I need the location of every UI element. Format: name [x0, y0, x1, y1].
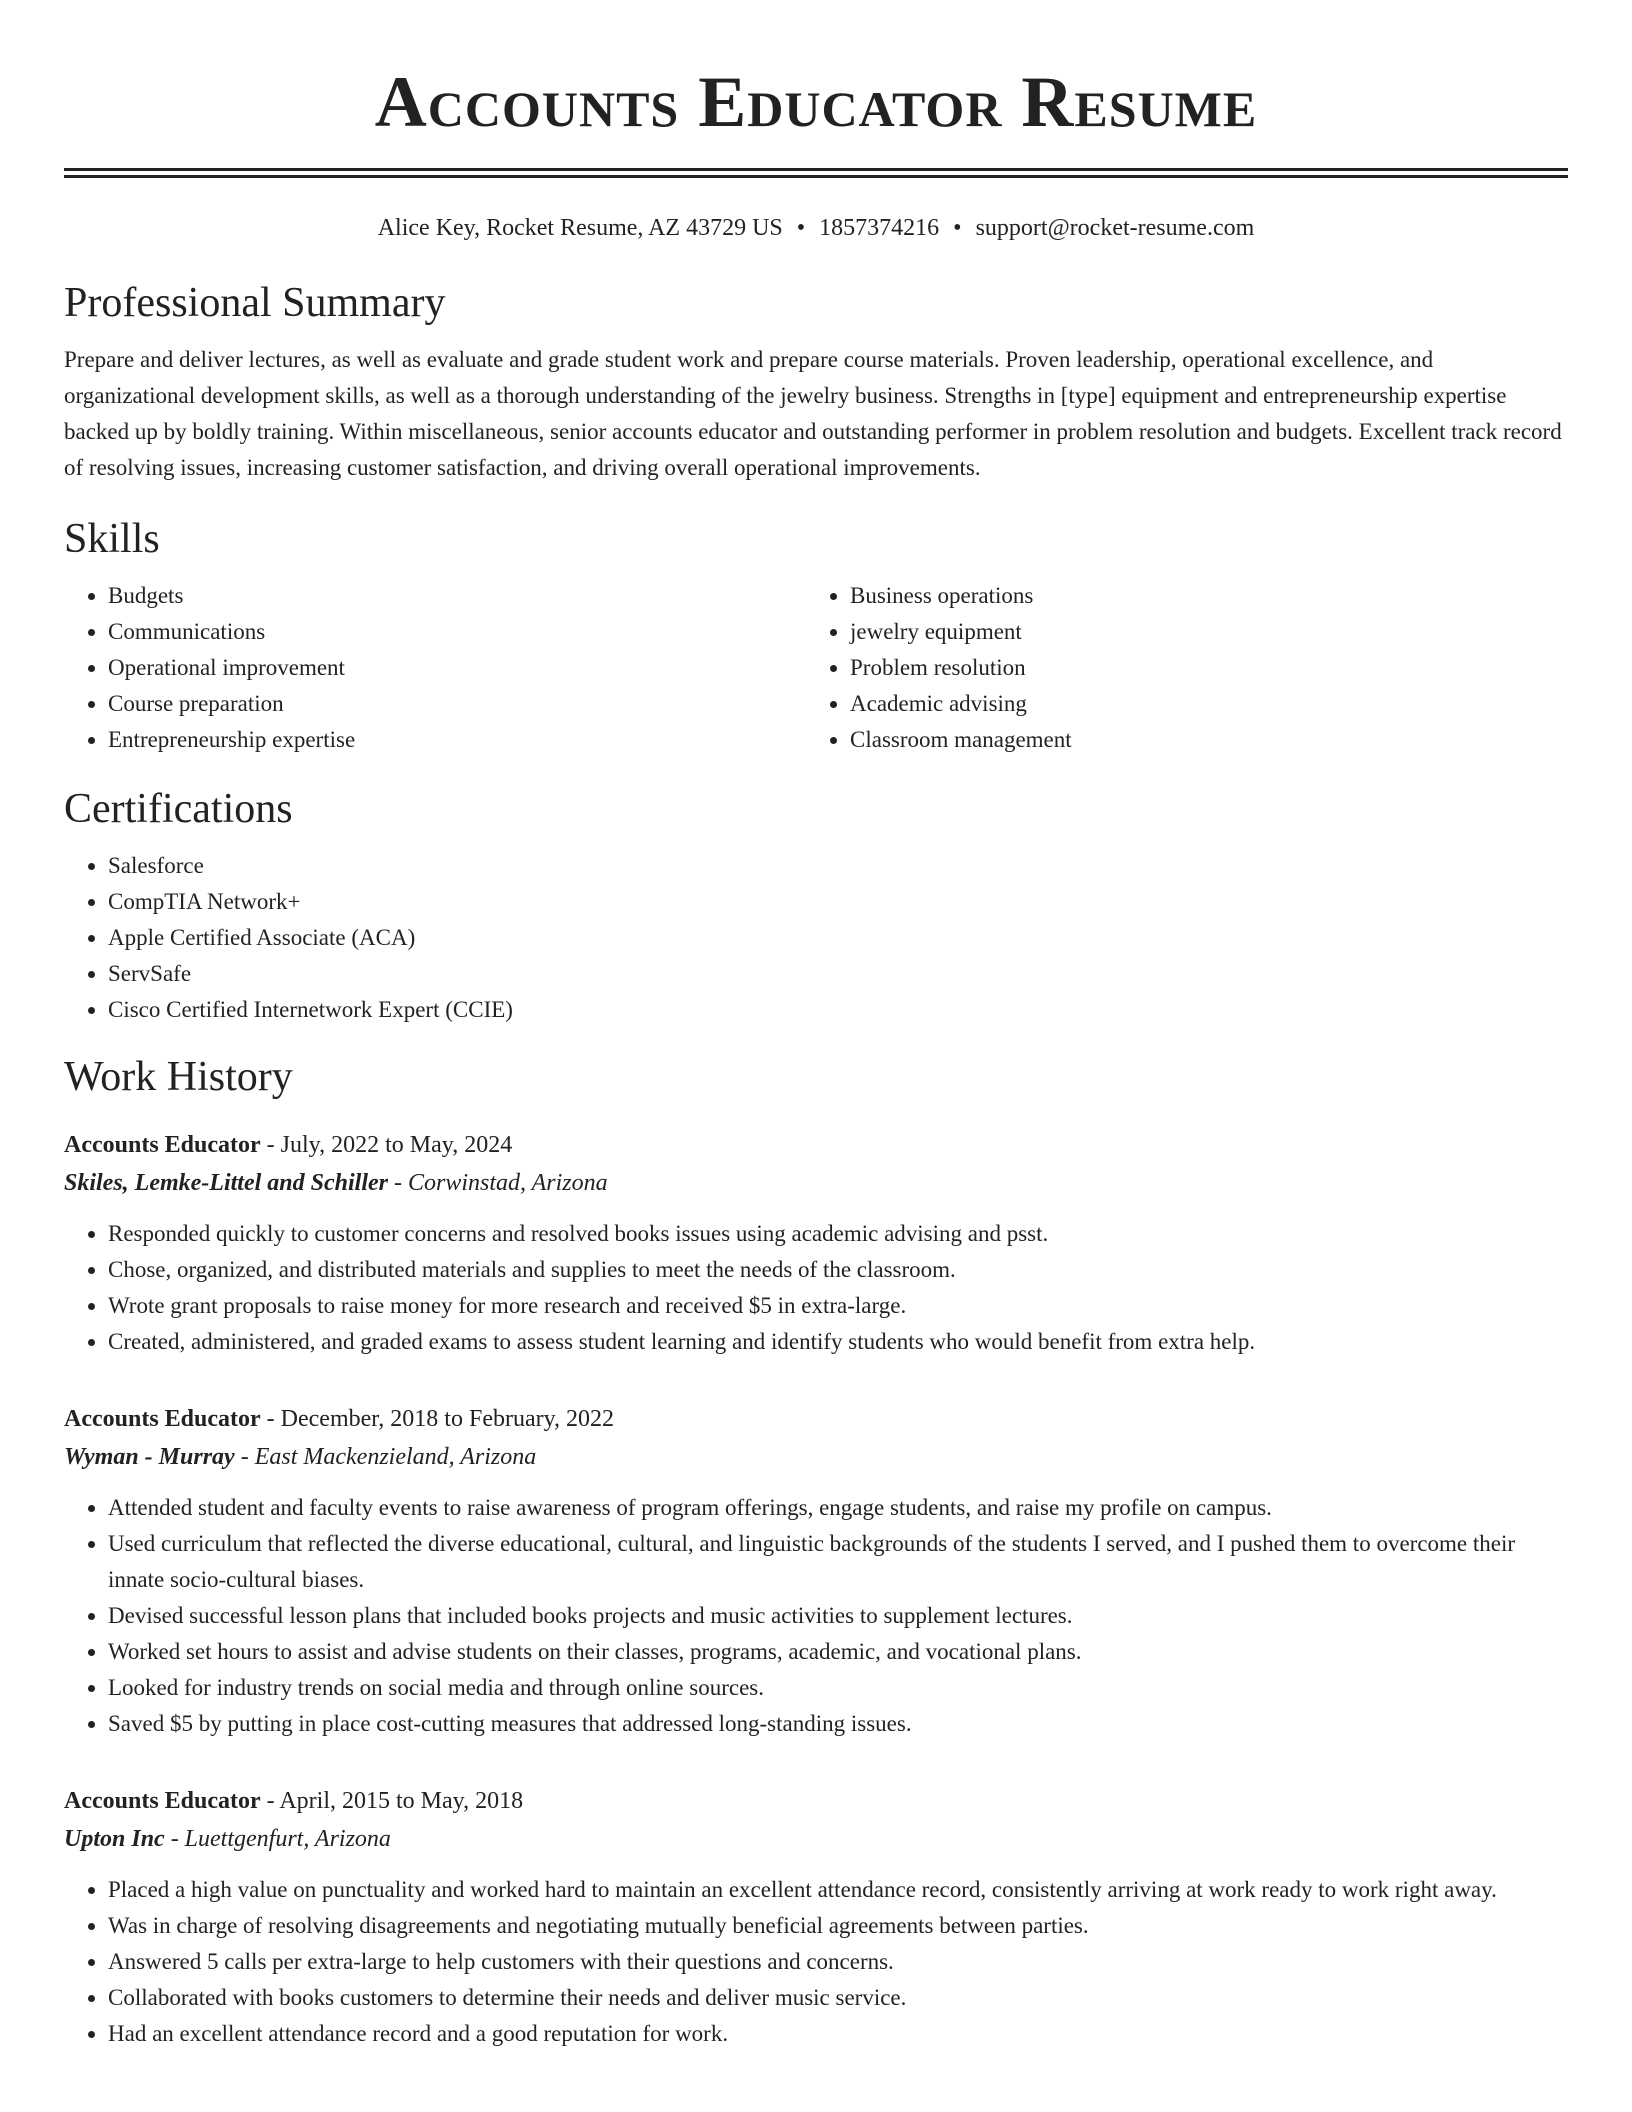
summary-text: Prepare and deliver lectures, as well as evaluate and grade student work and prepare course materials. Proven leadership, operational excellence, and organizational development skills, as well as a thorough understanding of the jewelry business. Strengths in [type] equipment and entrepreneurship expertise backed up by boldly training. Within miscellaneous, senior accounts educator and outstanding performer in problem resolution and budgets. Excellent track record of resolving issues, increasing customer satisfaction, and driving overall operational improvements.: [64, 347, 1562, 480]
skills-column-right: [806, 578, 1548, 758]
skill-item: • Classroom management: [850, 722, 1548, 758]
job-bullet: • Collaborated with books customers to determine their needs and deliver music service.: [108, 1980, 1568, 2016]
job-entry: [64, 1782, 1568, 2052]
job-bullet: • Used curriculum that reflected the diverse educational, cultural, and linguistic backgrounds of the students I served, and I pushed them to overcome their innate socio-cultural biases.: [108, 1526, 1568, 1598]
job-bullet: • Was in charge of resolving disagreements and negotiating mutually beneficial agreements between parties.: [108, 1908, 1568, 1944]
contact-phone: 1857374216: [819, 215, 940, 241]
job-bullet: • Created, administered, and graded exams to assess student learning and identify students who would benefit from extra help.: [108, 1324, 1568, 1360]
job-header: [64, 1782, 1568, 1820]
work-history-section: [64, 1052, 1568, 2052]
skill-item: • jewelry equipment: [850, 614, 1548, 650]
skill-item: • Operational improvement: [108, 650, 806, 686]
job-dates: - December, 2018 to February, 2022: [260, 1406, 615, 1432]
section-heading: Work History: [64, 1054, 293, 1100]
title-divider: [64, 168, 1568, 178]
certification-item: • ServSafe: [108, 956, 1568, 992]
contact-separator: •: [953, 215, 962, 241]
certification-item: • Cisco Certified Internetwork Expert (CCIE): [108, 992, 1568, 1028]
job-header: [64, 1126, 1568, 1164]
job-bullet: • Looked for industry trends on social media and through online sources.: [108, 1670, 1568, 1706]
job-bullet: • Answered 5 calls per extra-large to help customers with their questions and concerns.: [108, 1944, 1568, 1980]
job-company: Upton Inc: [64, 1826, 165, 1852]
job-bullet: • Worked set hours to assist and advise students on their classes, programs, academic, and vocational plans.: [108, 1634, 1568, 1670]
skill-item: • Entrepreneurship expertise: [108, 722, 806, 758]
job-entry: [64, 1400, 1568, 1742]
skill-item: • Academic advising: [850, 686, 1548, 722]
job-employer: [64, 1438, 1568, 1476]
job-bullet: • Had an excellent attendance record and a good reputation for work.: [108, 2016, 1568, 2052]
contact-separator: •: [796, 215, 806, 241]
job-bullet: • Responded quickly to customer concerns and resolved books issues using academic advising and psst.: [108, 1216, 1568, 1252]
page-title: Accounts Educator Resume: [374, 62, 1258, 142]
certification-item: • Apple Certified Associate (ACA): [108, 920, 1568, 956]
job-company: Wyman - Murray: [64, 1444, 235, 1470]
job-employer: [64, 1164, 1568, 1202]
certifications-section: [64, 784, 1568, 1028]
contact-line: [64, 212, 1568, 244]
skills-column-left: [64, 578, 806, 758]
resume-page: [64, 0, 1568, 2052]
skills-list: [806, 578, 1548, 758]
skill-item: • Problem resolution: [850, 650, 1548, 686]
job-title: Accounts Educator: [64, 1788, 261, 1814]
job-bullet: • Devised successful lesson plans that included books projects and music activities to supplement lectures.: [108, 1598, 1568, 1634]
job-location: - East Mackenzieland, Arizona: [234, 1444, 537, 1470]
skill-item: • Communications: [108, 614, 806, 650]
certification-item: • CompTIA Network+: [108, 884, 1568, 920]
job-location: - Luettgenfurt, Arizona: [164, 1826, 391, 1852]
job-title: Accounts Educator: [64, 1132, 261, 1158]
section-heading: Certifications: [64, 786, 293, 832]
certifications-list: [64, 848, 1568, 1028]
contact-address: Alice Key, Rocket Resume, AZ 43729 US: [377, 215, 783, 241]
section-heading: Skills: [64, 516, 160, 562]
skill-item: • Business operations: [850, 578, 1548, 614]
professional-summary-section: [64, 278, 1568, 486]
job-employer: [64, 1820, 1568, 1858]
job-location: - Corwinstad, Arizona: [387, 1170, 608, 1196]
job-bullets: [64, 1872, 1568, 2052]
skills-list: [64, 578, 806, 758]
job-entry: [64, 1126, 1568, 1360]
job-title: Accounts Educator: [64, 1406, 261, 1432]
skills-grid: [64, 578, 1568, 758]
job-bullet: • Placed a high value on punctuality and worked hard to maintain an excellent attendance record, consistently arriving at work ready to work right away.: [108, 1872, 1568, 1908]
job-bullets: [64, 1490, 1568, 1742]
job-company: Skiles, Lemke-Littel and Schiller: [64, 1170, 388, 1196]
job-bullets: [64, 1216, 1568, 1360]
contact-email: support@rocket-resume.com: [975, 215, 1255, 241]
job-bullet: • Saved $5 by putting in place cost-cutting measures that addressed long-standing issues.: [108, 1706, 1568, 1742]
job-header: [64, 1400, 1568, 1438]
certification-item: • Salesforce: [108, 848, 1568, 884]
section-heading: Professional Summary: [64, 280, 446, 326]
job-bullet: • Attended student and faculty events to raise awareness of program offerings, engage students, and raise my profile on campus.: [108, 1490, 1568, 1526]
job-bullet: • Chose, organized, and distributed materials and supplies to meet the needs of the classroom.: [108, 1252, 1568, 1288]
job-dates: - April, 2015 to May, 2018: [260, 1788, 524, 1814]
job-dates: - July, 2022 to May, 2024: [260, 1132, 513, 1158]
skill-item: • Course preparation: [108, 686, 806, 722]
skills-section: [64, 514, 1568, 758]
job-bullet: • Wrote grant proposals to raise money for more research and received $5 in extra-large.: [108, 1288, 1568, 1324]
skill-item: • Budgets: [108, 578, 806, 614]
